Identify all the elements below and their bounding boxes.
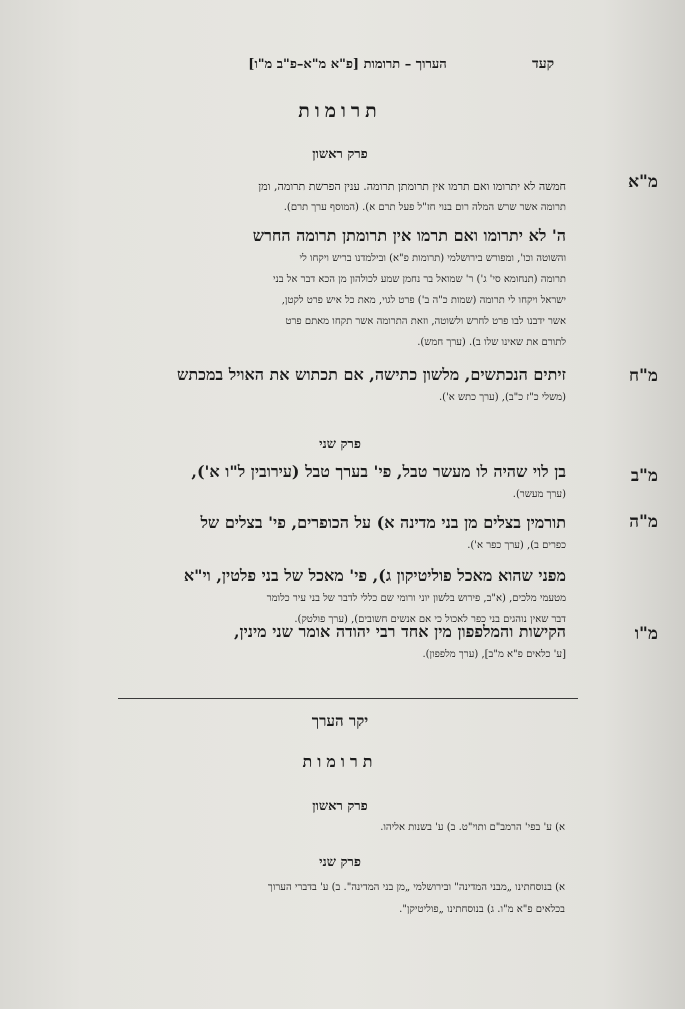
footnotes-chapter-1: פרק ראשון — [312, 799, 368, 814]
text-line: לתורם את שאינו שלו ב). (ערך חמש). — [417, 337, 566, 348]
text-line: [ע' כלאים פ"א מ"ב], (ערך מלפפון). — [422, 649, 566, 660]
entry-3 — [38, 363, 566, 408]
text-line: (ערך מעשר). — [512, 489, 566, 500]
chapter-heading-1: פרק ראשון — [312, 147, 368, 162]
text-line: בן לוי שהיה לו מעשר טבל, פי' בערך טבל (עירובין ל"ו א'), — [191, 462, 566, 481]
entry-1 — [38, 176, 566, 218]
footnotes-section-title: יקר הערך — [311, 712, 369, 730]
mishnah-marker-2: מ"ח — [629, 366, 658, 386]
text-line: כפרים ב), (ערך כפר א'). — [467, 540, 566, 551]
footnote-divider — [118, 698, 578, 699]
entry-5 — [38, 511, 566, 556]
tractate-title: תרומות — [298, 100, 382, 122]
footnotes-tractate-title: תרומות — [302, 752, 378, 771]
running-head: הערוך – תרומות [פ"א מ"א–פ"ב מ"ו] — [248, 57, 447, 72]
text-line: תורמין בצלים מן בני מדינה א) על הכופרים, פי' בצלים של — [200, 513, 566, 532]
text-line: תרומה אשר שרש המלה רום בנוי חז"ל פעל תרם א). (המוסף ערך תרם). — [283, 202, 566, 213]
footnotes-chapter-2: פרק שני — [319, 855, 361, 870]
text-line: ה' לא יתרומו ואם תרמו אין תרומתן תרומה החרש — [252, 226, 566, 245]
text-line: חמשה לא יתרומו ואם תרמו אין תרומתן תרומה. ענין הפרשת תרומה, ומן — [258, 180, 566, 193]
footnotes-chapter-2-note-line: בכלאים פ"א מ"ו. ג) בנוסחתינו „פוליטיקן". — [399, 904, 565, 915]
entry-7 — [38, 620, 566, 665]
text-line: מטעמי מלכים, (א"ב, פירוש בלשון יוני ורומי שם כללי לדבר של בני עיר כלומר — [266, 593, 566, 604]
entry-4 — [38, 460, 566, 505]
mishnah-marker-1: מ"א — [628, 172, 658, 192]
mishnah-marker-3: מ"ב — [630, 466, 658, 486]
text-line: והשוטה וכו', ומפורש בירושלמי (תרומות פ"א) ובילמדנו בריש ויקחו לי — [299, 253, 566, 264]
entry-2 — [38, 224, 566, 353]
mishnah-marker-4: מ"ה — [629, 512, 658, 532]
text-line: דבר שאין נוהגים בני כפר לאכול כי אם אנשים חשובים), (ערך פולטק). — [294, 614, 566, 625]
page-number: קעד — [532, 56, 555, 72]
text-line: (משלי כ"ז כ"ב), (ערך כתש א'). — [438, 392, 566, 403]
footnotes-chapter-1-notes: א) ע' בפי' הרמב"ם ותוי"ט. ב) ע' בשנות אליהו. — [380, 822, 565, 833]
mishnah-marker-5: מ"ו — [634, 624, 658, 644]
chapter-heading-2: פרק שני — [319, 437, 361, 452]
text-line: ישראל ויקחו לי תרומה (שמות כ"ה ב') פרט לגוי, מאת כל איש פרט לקטן, — [281, 295, 566, 306]
text-line: הקישות והמלפפון מין אחד רבי יהודה אומר שני מינין, — [233, 622, 566, 641]
footnotes-chapter-2-note-line: א) בנוסחתינו „מבני המדינה" ובירושלמי „מן בני המדינה". ב) ע' בדברי הערוך — [267, 882, 565, 893]
text-line: זיתים הנכתשים, מלשון כתישה, אם תכתוש את האויל במכתש — [177, 365, 566, 384]
text-line: מפני שהוא מאכל פוליטיקון ג), פי' מאכל של בני פלטין, וי"א — [183, 566, 566, 585]
text-line: אשר ידבנו לבו פרט לחרש ולשוטה, וזאת התרומה אשר תקחו מאתם פרט — [285, 316, 566, 327]
text-line: תרומה (תנחומא סי' ג') ר' שמואל בר נחמן שמע לכולהון מן הכא דבר אל בני — [272, 274, 566, 285]
